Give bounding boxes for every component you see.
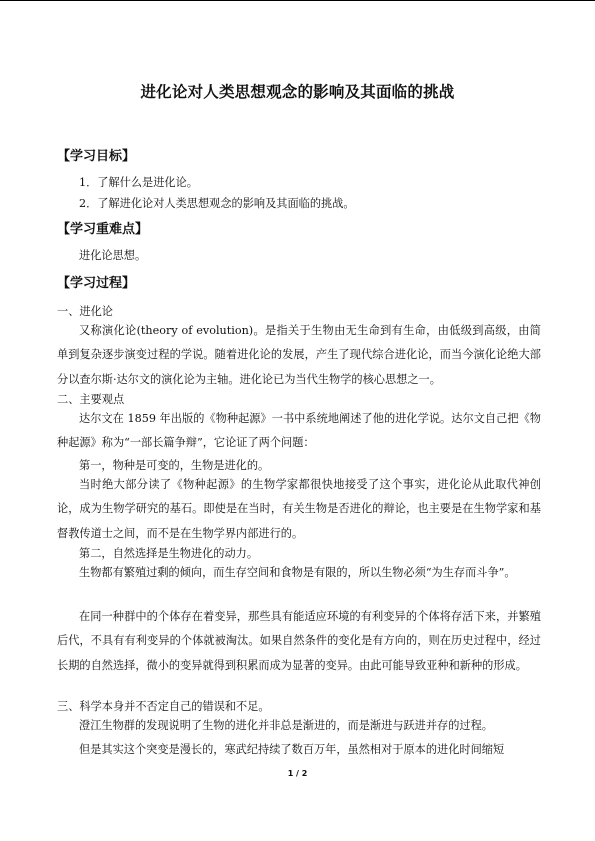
section-title-evolution: 一、进化论 <box>57 305 113 318</box>
section-title-science: 三、科学本身并不否定自己的错误和不足。 <box>57 700 270 713</box>
process-heading: 【学习过程】 <box>57 276 136 291</box>
key-points-heading: 【学习重难点】 <box>57 222 149 237</box>
objective-item-1: 1．了解什么是进化论。 <box>79 176 198 189</box>
objective-item-2: 2．了解进化论对人类思想观念的影响及其面临的挑战。 <box>79 197 355 210</box>
main-views-paragraph-3: 生物都有繁殖过剩的倾向，而生存空间和食物是有限的，所以生物必须“为生存而斗争”。 <box>79 566 516 579</box>
page-number: 1 / 2 <box>287 769 308 778</box>
main-views-paragraph-1: 达尔文在 1859 年出版的《物种起源》一书中系统地阐述了他的进化学说。达尔文自己把《物种起源》称为“一部长篇争辩”，它论证了两个问题： <box>57 412 541 450</box>
page-title: 进化论对人类思想观念的影响及其面临的挑战 <box>140 83 455 101</box>
section-title-main-views: 二、主要观点 <box>57 393 125 406</box>
science-paragraph-2: 但是其实这个突变是漫长的，寒武纪持续了数百万年，虽然相对于原本的进化时间缩短 <box>79 743 505 756</box>
evolution-paragraph: 又称演化论(theory of evolution)。是指关于生物由无生命到有生命，由低级到高级，由简单到复杂逐步演变过程的学说。随着进化论的发展，产生了现代综合进化论，而当今演化论绝大部分以查尔斯·达尔文的演化论为主轴。进化论已为当代生物学的核心思想之一。 <box>57 324 541 386</box>
main-views-paragraph-4: 在同一种群中的个体存在着变异，那些具有能适应环境的有利变异的个体将存活下来，并繁殖后代，不具有有利变异的个体就被淘汰。如果自然条件的变化是有方向的，则在历史过程中，经过长期的自然选择，微小的变异就得到积累而成为显著的变异。由此可能导致亚种和新种的形成。 <box>57 610 541 672</box>
objectives-heading: 【学习目标】 <box>57 149 136 164</box>
top-border-line <box>0 0 595 1</box>
key-points-text: 进化论思想。 <box>79 249 147 262</box>
main-views-paragraph-2: 当时绝大部分读了《物种起源》的生物学家都很快地接受了这个事实，进化论从此取代神创论，成为生物学研究的基石。即使是在当时，有关生物是否进化的辩论，也主要是在生物学家和基督教传道士之间，而不是在生物学界内部进行的。 <box>57 478 541 540</box>
science-paragraph-1: 澄江生物群的发现说明了生物的进化并非总是渐进的，而是渐进与跃进并存的过程。 <box>79 719 493 732</box>
point-one: 第一，物种是可变的，生物是进化的。 <box>79 459 270 472</box>
point-two: 第二，自然选择是生物进化的动力。 <box>79 547 259 560</box>
